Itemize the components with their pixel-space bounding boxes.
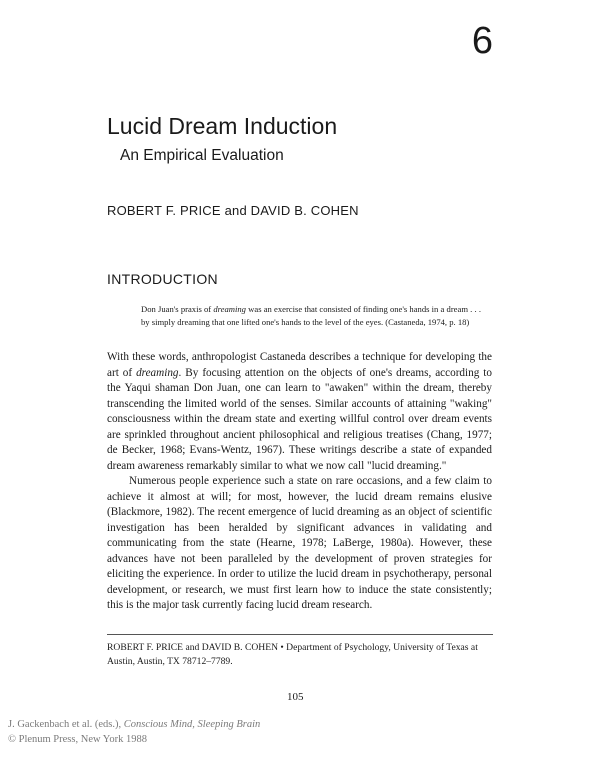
chapter-subtitle: An Empirical Evaluation <box>120 147 284 164</box>
epigraph-emphasis: dreaming <box>213 304 246 314</box>
body-paragraph-2: Numerous people experience such a state on rare occasions, and a few claim to achieve it almost at will; for most, however, the lucid dream remains elusive (Blackmore, 1982). The recent emergence of lucid dreaming as an object of scientific investigation has been heralded by significant advances in validating and communicating from the state (Hearne, 1978; LaBerge, 1980a). However, these advances have not been paralleled by the development of proven strategies for eliciting the experience. In order to utilize the lucid dream in psychotherapy, personal development, or research, we must first learn how to induce the state consistently; this is the major task currently facing lucid dream research. <box>107 475 492 611</box>
paragraph-1-emphasis: dreaming <box>136 366 179 379</box>
epigraph-text-start: Don Juan's praxis of <box>141 304 214 314</box>
body-paragraph-1 <box>107 350 492 474</box>
page-number: 105 <box>287 691 304 703</box>
chapter-title: Lucid Dream Induction <box>107 113 338 139</box>
chapter-number: 6 <box>471 20 493 62</box>
section-heading: INTRODUCTION <box>107 271 218 287</box>
publication-citation <box>8 717 260 747</box>
chapter-authors: ROBERT F. PRICE and DAVID B. COHEN <box>107 203 359 218</box>
body-text <box>107 350 492 614</box>
footnote-divider <box>107 634 493 635</box>
epigraph-text-end: was an exercise that consisted of finding one's hands in a dream . . . by simply dreaming that one lifted one's hands to the level of the eyes. (Castaneda, 1974, p. 18) <box>141 304 481 327</box>
paragraph-1-start: With these words, anthropologist Castaneda describes a technique for developing the art of <box>107 351 492 379</box>
epigraph-text <box>141 303 481 329</box>
author-affiliation-footnote: ROBERT F. PRICE and DAVID B. COHEN • Department of Psychology, University of Texas at Austin, Austin, TX 78712–7789. <box>107 642 478 667</box>
paragraph-1-end: . By focusing attention on the objects of one's dreams, according to the Yaqui shaman Don Juan, one can learn to "awaken" within the dream, thereby transcending the limited world of the senses. Similar accounts of attaining "waking" consciousness within the dream state and exerting willful control over dream events are sprinkled throughout ancient philosophical and religious treatises (Chang, 1977; de Becker, 1968; Evans-Wentz, 1967). These writings describe a state of expanded dream awareness remarkably similar to what we now call "lucid dreaming." <box>107 366 492 472</box>
epigraph <box>141 303 481 329</box>
citation-editors: J. Gackenbach et al. (eds.), <box>8 719 124 730</box>
citation-line-1 <box>8 717 260 732</box>
citation-book-title: Conscious Mind, Sleeping Brain <box>123 719 261 730</box>
citation-publisher: © Plenum Press, New York 1988 <box>8 734 147 745</box>
